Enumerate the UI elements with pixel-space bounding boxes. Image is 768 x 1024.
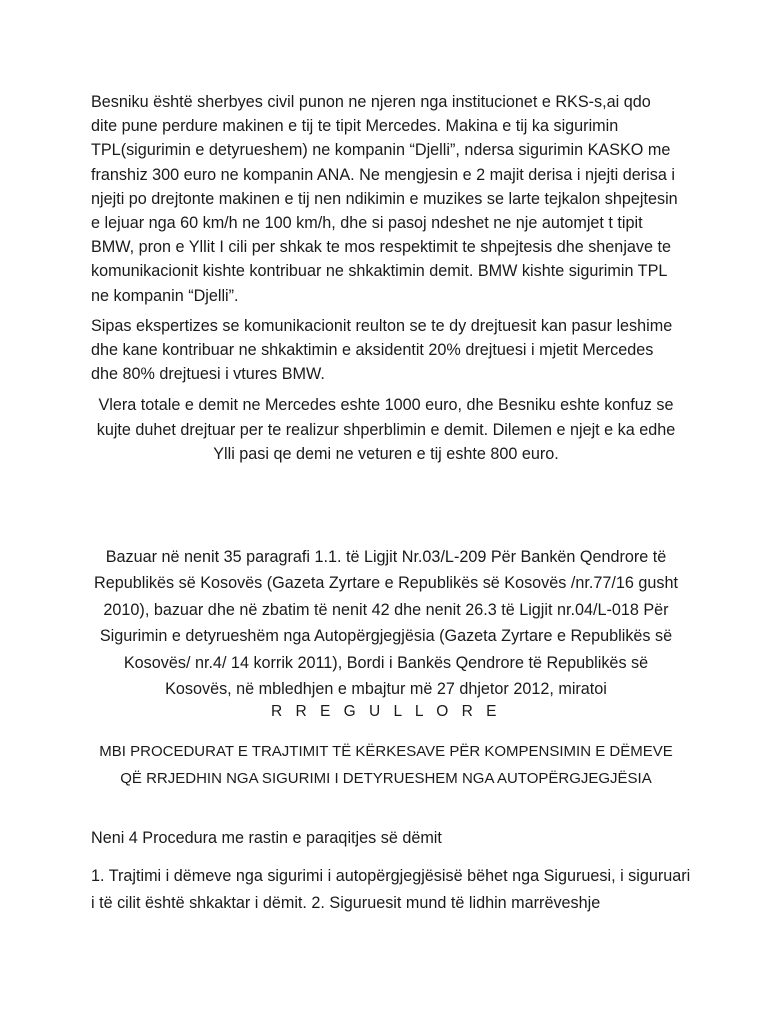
regulation-title: MBI PROCEDURAT E TRAJTIMIT TË KËRKESAVE PËR KOMPENSIMIN E DËMEVE QË RRJEDHIN NGA SIGURIMI I DETYRUESHEM NGA AUTOPËRGJEGJËSIA <box>99 743 673 787</box>
case-paragraph-3: Vlera totale e demit ne Mercedes eshte 1000 euro, dhe Besniku eshte konfuz se kujte duhet drejtuar per te realizur shperblimin e demit. Dilemen e njejt e ka edhe Ylli pasi qe demi ne veturen e tij eshte 800 euro. <box>96 396 676 463</box>
article-body: 1. Trajtimi i dëmeve nga sigurimi i autopërgjegjësisë bëhet nga Siguruesi, i siguruari i të cilit është shkaktar i dëmit. 2. Siguruesit mund të lidhin marrëveshje <box>91 867 691 912</box>
article-heading: Neni 4 Procedura me rastin e paraqitjes së dëmit <box>91 829 442 847</box>
regulation-type-label: R R E G U L L O R E <box>271 703 501 720</box>
case-paragraph-1: Besniku është sherbyes civil punon ne njeren nga institucionet e RKS-s,ai qdo dite pune perdure makinen e tij te tipit Mercedes. Makina e tij ka sigurimin TPL(sigurimin e detyrueshem) ne kompanin “Djelli”, ndersa sigurimin KASKO me franshiz 300 euro ne kompanin ANA. Ne mengjesin e 2 majit derisa i njejti derisa i njejti po drejtonte makinen e tij nen ndikimin e muzikes se larte tejkalon shpejtesin e lejuar nga 60 km/h ne 100 km/h, dhe si pasoj ndeshet ne nje automjet t tipit BMW, pron e Yllit I cili per shkak te mos respektimit te shpejtesis dhe shenjave te komunikacionit kishte kontribuar ne shkaktimin demit. BMW kishte sigurimin TPL ne kompanin “Djelli”. <box>91 93 678 305</box>
case-study <box>91 90 681 466</box>
regulation-preamble: Bazuar në nenit 35 paragrafi 1.1. të Ligjit Nr.03/L-209 Për Bankën Qendrore të Republikës së Kosovës (Gazeta Zyrtare e Republikës së Kosovës /nr.77/16 gusht 2010), bazuar dhe në zbatim të nenit 42 dhe nenit 26.3 të Ligjit nr.04/L-018 Për Sigurimin e detyrueshëm nga Autopërgjegjësia (Gazeta Zyrtare e Republikës së Kosovës/ nr.4/ 14 korrik 2011), Bordi i Bankës Qendrore të Republikës së Kosovës, në mbledhjen e mbajtur më 27 dhjetor 2012, miratoi <box>94 548 678 699</box>
case-paragraph-2: Sipas ekspertizes se komunikacionit reulton se te dy drejtuesit kan pasur leshime dhe kane kontribuar ne shkaktimin e aksidentit 20% drejtuesi i mjetit Mercedes dhe 80% drejtuesi i vtures BMW. <box>91 316 673 384</box>
